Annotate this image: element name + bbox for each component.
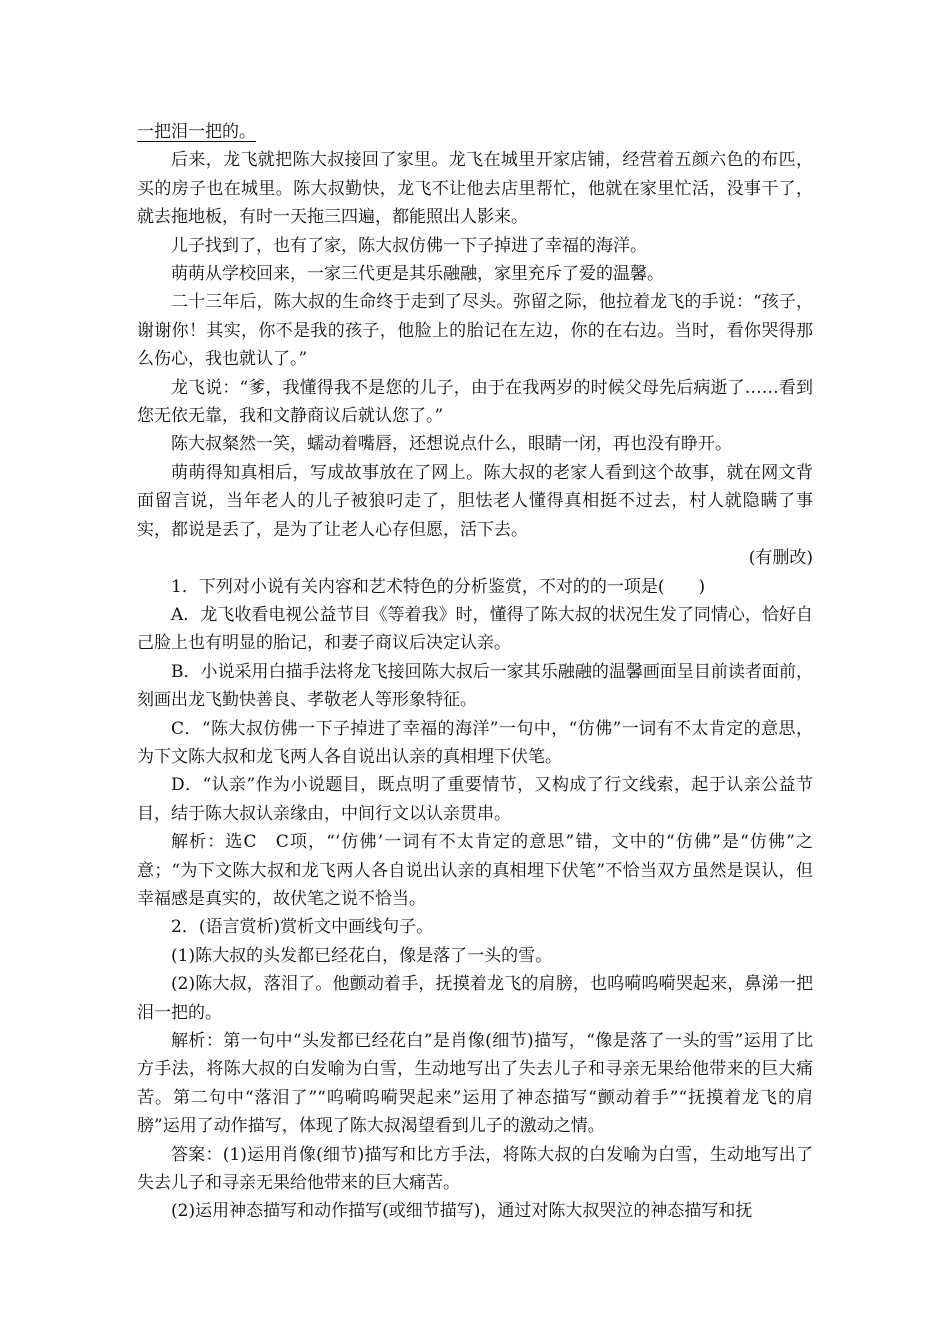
document-body (137, 118, 813, 1226)
paragraph: D．“认亲”作为小说题目，既点明了重要情节，又构成了行文线索，起于认亲公益节目，结于陈大叔认亲缘由，中间行文以认亲贯串。 (137, 775, 813, 824)
paragraph: (2)陈大叔，落泪了。他颤动着手，抚摸着龙飞的肩膀，也呜嗬呜嗬哭起来，鼻涕一把泪一把的。 (137, 974, 813, 1023)
paragraph: A．龙飞收看电视公益节目《等着我》时，懂得了陈大叔的状况生发了同情心，恰好自己脸上也有明显的胎记，和妻子商议后决定认亲。 (137, 604, 813, 654)
paragraph: 答案：(1)运用肖像(细节)描写和比方手法，将陈大叔的白发喻为白雪，生动地写出了失去儿子和寻亲无果给他带来的巨大痛苦。 (137, 1144, 813, 1194)
paragraph: B．小说采用白描手法将龙飞接回陈大叔后一家其乐融融的温馨画面呈目前读者面前，刻画出龙飞勤快善良、孝敬老人等形象特征。 (137, 661, 813, 711)
paragraph: 一把泪一把的。 (137, 122, 256, 142)
paragraph: 解析：选C C项，“‘仿佛’一词有不太肯定的意思”错，文中的“仿佛”是“仿佛”之意；“为下文陈大叔和龙飞两人各自说出认亲的真相埋下伏笔”不恰当双方虽然是误认，但幸福感是真实的，故伏笔之说不恰当。 (137, 832, 813, 909)
paragraph: 1．下列对小说有关内容和艺术特色的分析鉴赏，不对的的一项是( ) (171, 576, 706, 597)
paragraph: C．“陈大叔仿佛一下子掉进了幸福的海洋”一句中，“仿佛”一词有不太肯定的意思，为下文陈大叔和龙飞两人各自说出认亲的真相埋下伏笔。 (137, 718, 813, 767)
paragraph: 后来，龙飞就把陈大叔接回了家里。龙飞在城里开家店铺，经营着五颜六色的布匹，买的房子也在城里。陈大叔勤快，龙飞不让他去店里帮忙，他就在家里忙活，没事干了，就去拖地板，有时一天拖三四遍，都能照出人影来。 (137, 150, 813, 228)
paragraph: 二十三年后，陈大叔的生命终于走到了尽头。弥留之际，他拉着龙飞的手说：“孩子，谢谢你！其实，你不是我的孩子，他脸上的胎记在左边，你的在右边。当时，看你哭得那么伤心，我也就认了。” (137, 292, 813, 370)
paragraph: (1)陈大叔的头发都已经花白，像是落了一头的雪。 (171, 945, 553, 966)
paragraph: 萌萌得知真相后，写成故事放在了网上。陈大叔的老家人看到这个故事，就在网文背面留言说，当年老人的儿子被狼叼走了，胆怯老人懂得真相挺不过去，村人就隐瞒了事实，都说是丢了，是为了让老人心存但愿，活下去。 (137, 462, 813, 540)
paragraph: 解析：第一句中“头发都已经花白”是肖像(细节)描写，“像是落了一头的雪”运用了比方手法，将陈大叔的白发喻为白雪，生动地写出了失去儿子和寻亲无果给他带来的巨大痛苦。第二句中“落泪了”“呜嗬呜嗬哭起来”运用了神态描写“颤动着手”“抚摸着龙飞的肩膀”运用了动作描写，体现了陈大叔渴望看到儿子的激动之情。 (137, 1031, 813, 1137)
paragraph: 儿子找到了，也有了家，陈大叔仿佛一下子掉进了幸福的海洋。 (171, 235, 647, 256)
paragraph: (2)运用神态描写和动作描写(或细节描写)，通过对陈大叔哭泣的神态描写和抚 (171, 1201, 753, 1222)
paragraph: (有删改) (748, 548, 813, 569)
paragraph: 2．(语言赏析)赏析文中画线句子。 (171, 917, 434, 938)
paragraph: 陈大叔粲然一笑，蠕动着嘴唇，还想说点什么，眼睛一闭，再也没有睁开。 (171, 434, 732, 455)
paragraph: 萌萌从学校回来，一家三代更是其乐融融，家里充斥了爱的温馨。 (171, 264, 664, 285)
paragraph: 龙飞说：“爹，我懂得我不是您的儿子，由于在我两岁的时候父母先后病逝了……看到您无依无靠，我和文静商议后就认您了。” (137, 377, 813, 427)
